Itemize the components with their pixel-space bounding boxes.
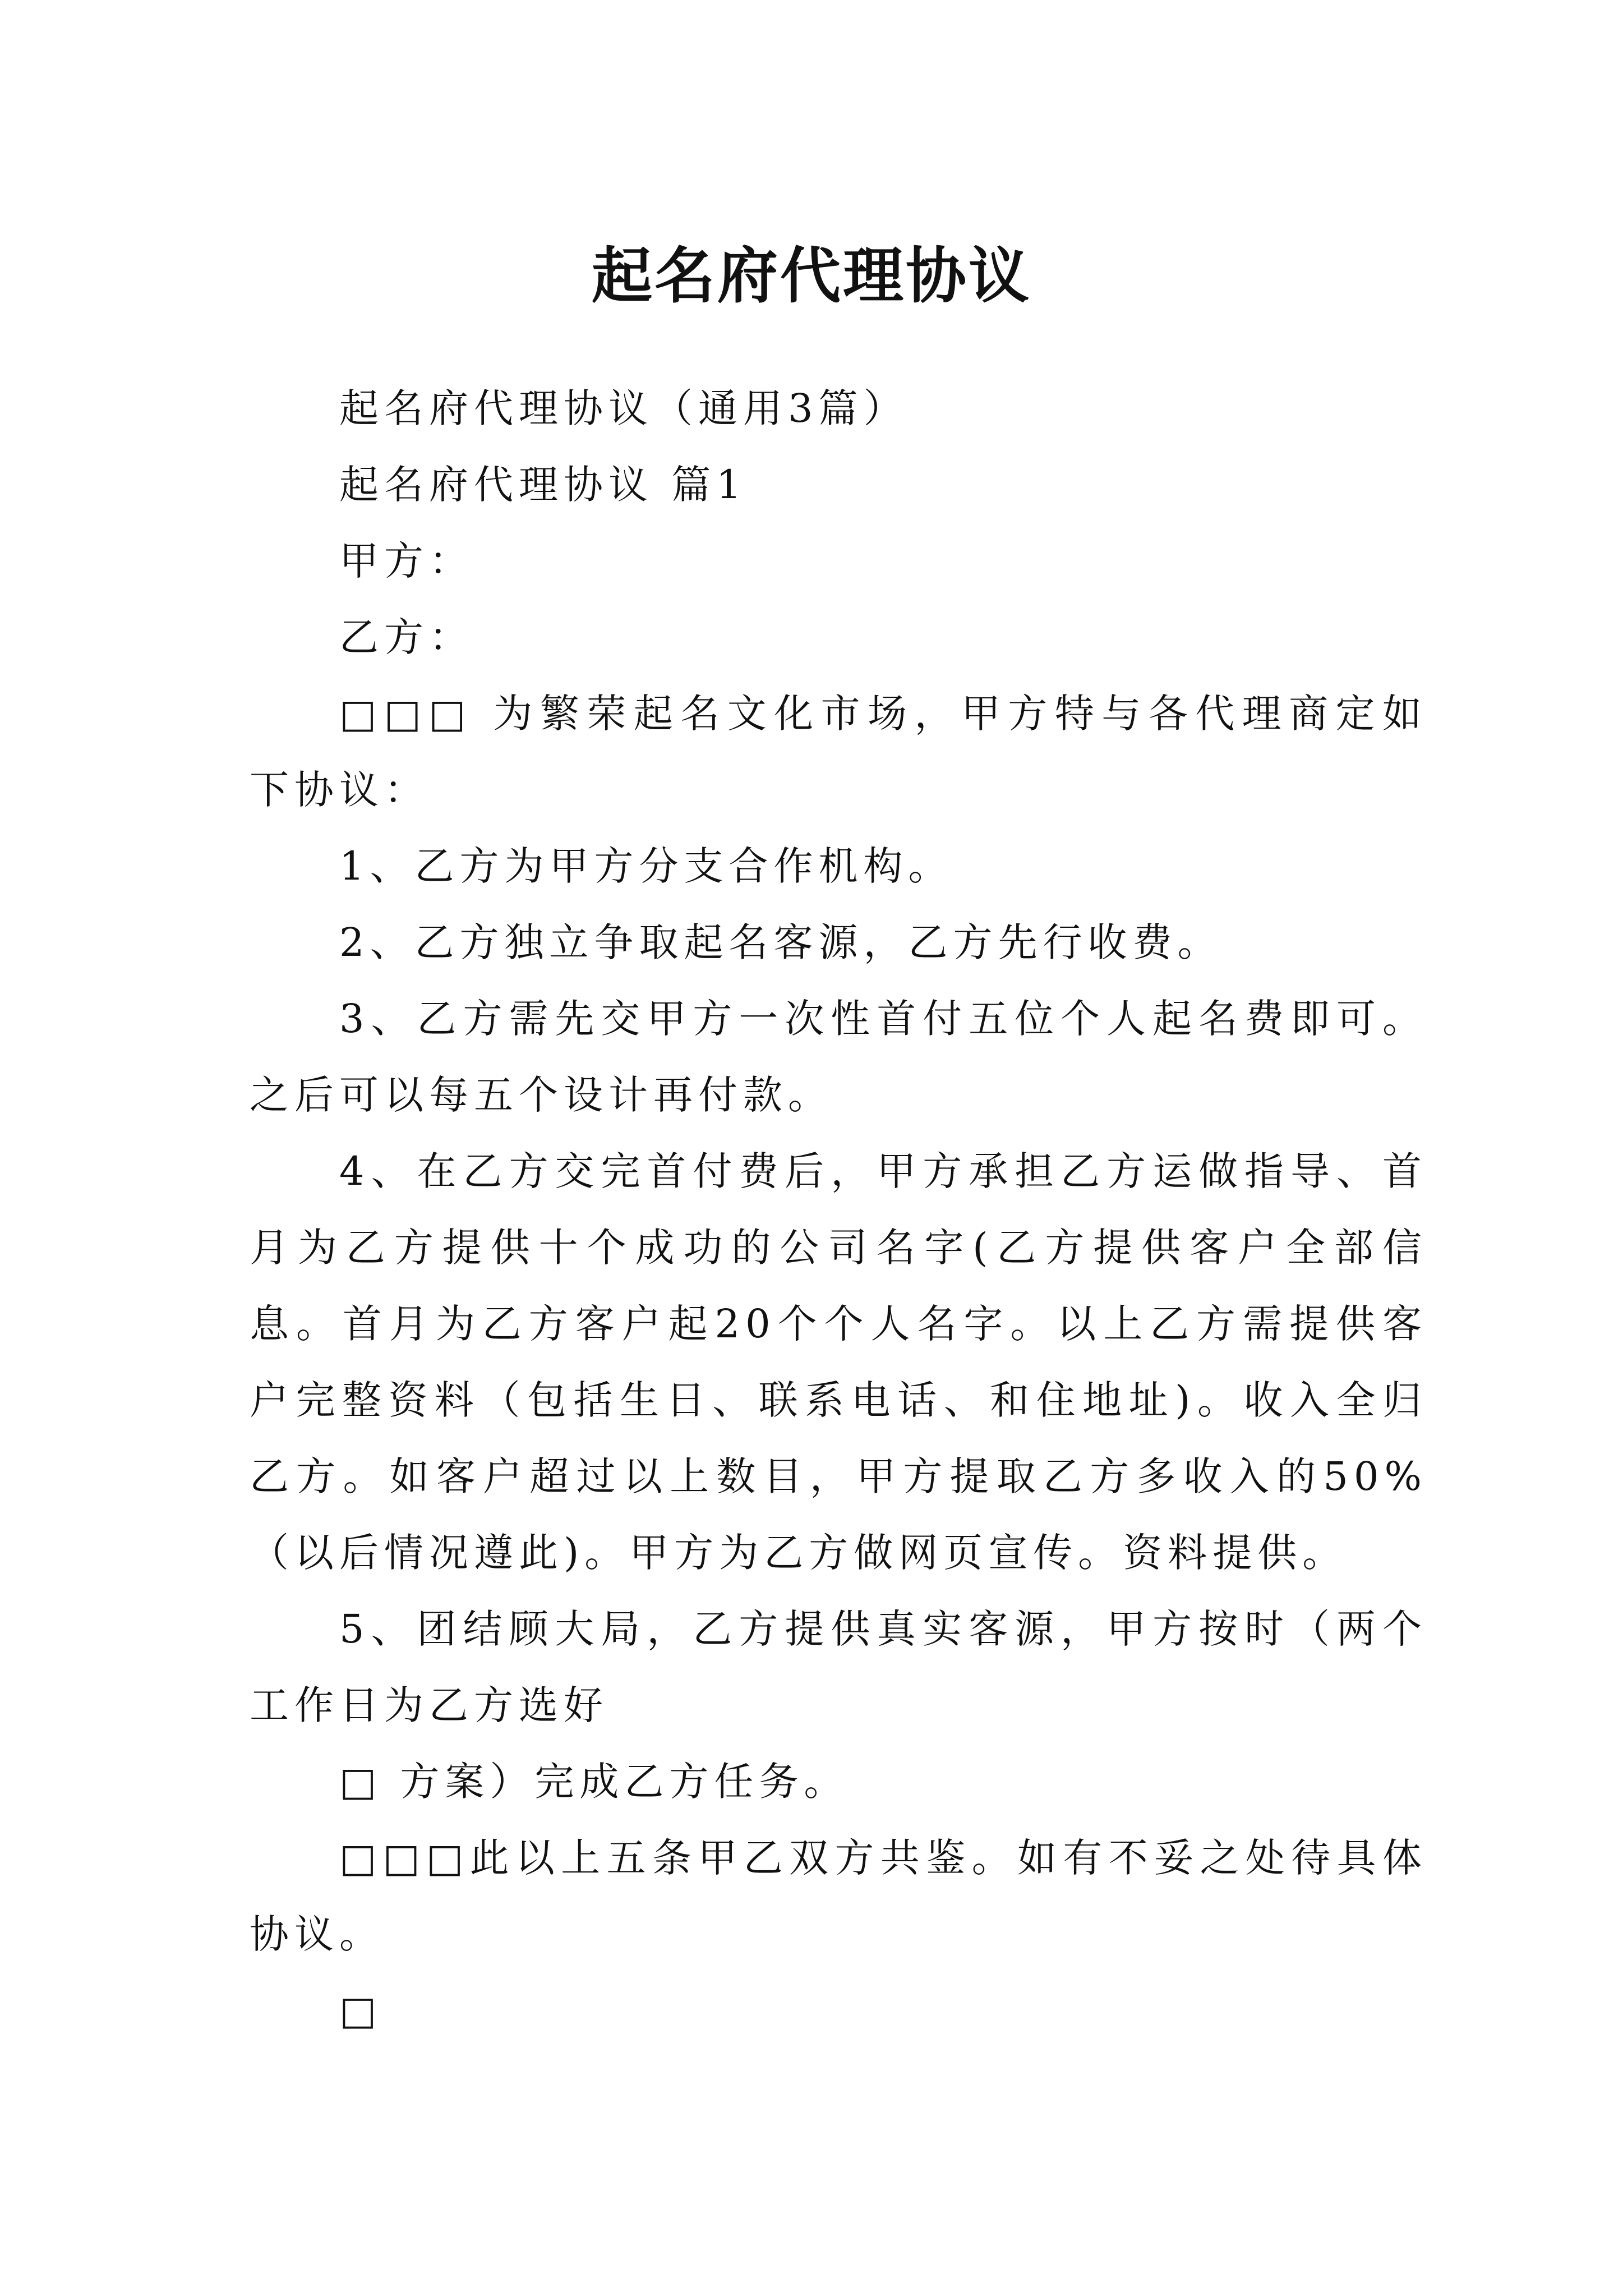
- document-title: 起名府代理协议: [591, 241, 1031, 312]
- paragraph-clause-2: 2、乙方独立争取起名客源，乙方先行收费。: [339, 919, 1223, 965]
- paragraph-preamble: □□□ 为繁荣起名文化市场，甲方特与各代理商定如下协议：: [250, 691, 1427, 813]
- paragraph-trailing-box: □: [339, 1987, 382, 2033]
- paragraph-party-a: 甲方：: [339, 538, 474, 584]
- paragraph-party-b: 乙方：: [339, 614, 474, 660]
- paragraph-clause-5: 5、团结顾大局，乙方提供真实客源，甲方按时（两个工作日为乙方选好: [250, 1606, 1427, 1728]
- paragraph-clause-3: 3、乙方需先交甲方一次性首付五位个人起名费即可。之后可以每五个设计再付款。: [250, 996, 1427, 1118]
- paragraph-clause-1: 1、乙方为甲方分支合作机构。: [339, 843, 953, 889]
- paragraph-clause-4: 4、在乙方交完首付费后，甲方承担乙方运做指导、首月为乙方提供十个成功的公司名字(乙方提供客户全部信息。首月为乙方客户起20个个人名字。以上乙方需提供客户完整资料（包括生日、联系电话、和住地址)。收入全归乙方。如客户超过以上数目，甲方提取乙方多收入的50%（以后情况遵此)。甲方为乙方做网页宣传。资料提供。: [250, 1148, 1427, 1576]
- document-body: [250, 370, 1427, 2049]
- paragraph-clause-5-continued: □ 方案）完成乙方任务。: [339, 1759, 849, 1805]
- paragraph-subtitle: 起名府代理协议（通用3篇）: [339, 385, 909, 431]
- paragraph-closing: □□□此以上五条甲乙双方共鉴。如有不妥之处待具体协议。: [250, 1835, 1427, 1957]
- paragraph-section-heading: 起名府代理协议 篇1: [339, 462, 747, 508]
